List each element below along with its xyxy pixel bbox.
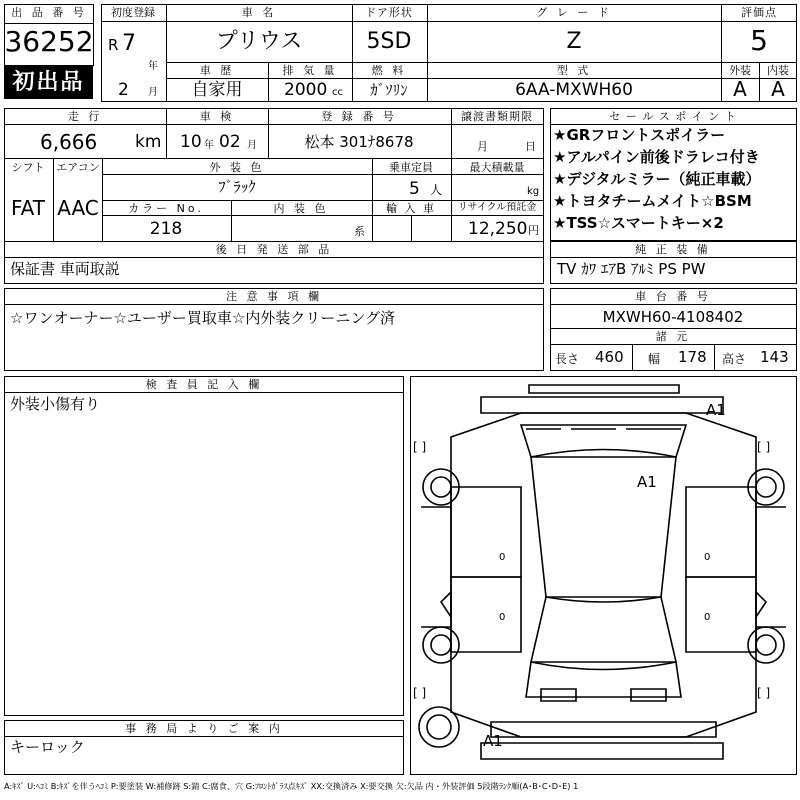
bracket-left-top: [ ] — [413, 440, 427, 454]
dims-label: 諸 元 — [655, 330, 691, 343]
capacity: 5 — [409, 179, 420, 199]
zero-mark: 0 — [499, 552, 506, 563]
first-listing-badge: 初出品 — [4, 66, 93, 99]
ac: AAC — [57, 196, 99, 220]
exterior-label: 外装 — [729, 64, 751, 77]
bracket-left-bottom: [ ] — [413, 686, 427, 700]
first-reg-label: 初度登録 — [111, 6, 155, 19]
equipment-value: TV ｶﾜ ｴｱB ｱﾙﾐ PS PW — [557, 260, 706, 278]
recycle: 12,250 — [468, 219, 528, 239]
plate-label: 登 録 番 号 — [321, 110, 397, 123]
first-reg-month: 2 — [118, 80, 129, 100]
first-reg-year: 7 — [122, 31, 136, 56]
inspection-month-unit: 月 — [247, 140, 257, 151]
lot-number: 36252 — [4, 25, 94, 58]
damage-mark-roof: A1 — [637, 473, 657, 491]
legend: A:ｷｽﾞ U:ﾍｺﾐ B:ｷｽﾞを伴うﾍｺﾐ P:要塗装 W:補修跡 S:錆 C:腐食、穴 G:ﾌﾛﾝﾄｶﾞﾗｽ点ｷｽﾞ XX:交換済み X:要交換 欠:欠品 内・外装評価 5段階ﾗﾝｸ順(A･B･C･D･E) 1 — [4, 781, 579, 791]
transfer-label: 譲渡書類期限 — [461, 110, 533, 123]
ac-label: エアコン — [56, 161, 100, 174]
damage-mark-bottom-left: A1 — [483, 732, 503, 750]
inspection-year: 10 — [180, 132, 202, 152]
history: 自家用 — [191, 80, 243, 100]
inspector-box — [4, 376, 404, 716]
import-label: 輸 入 車 — [386, 202, 436, 215]
color-no-label: カラー No. — [128, 202, 204, 215]
color-no: 218 — [149, 219, 183, 239]
inspection-month: 02 — [219, 132, 241, 152]
recycle-unit: 円 — [528, 224, 539, 237]
zero-mark: 0 — [704, 552, 711, 563]
shift: FAT — [10, 196, 46, 220]
chassis-label: 車 台 番 号 — [635, 290, 711, 303]
exterior-grade: A — [733, 77, 747, 101]
score-label: 評価点 — [741, 6, 777, 19]
width-label: 幅 — [648, 352, 661, 366]
inspection-label: 車 検 — [199, 110, 235, 123]
door-type: 5SD — [366, 29, 412, 54]
displacement-label: 排 気 量 — [282, 64, 338, 77]
interior-color-unit: 系 — [354, 225, 365, 238]
mileage-unit: km — [135, 132, 162, 152]
mileage: 6,666 — [40, 130, 98, 154]
sales-points-list — [553, 128, 796, 238]
bracket-right-top: [ ] — [757, 440, 771, 454]
chassis-number: MXWH60-4108402 — [602, 308, 744, 326]
grade-label: グ レ ー ド — [536, 6, 612, 19]
height: 143 — [760, 348, 789, 366]
history-label: 車 歴 — [199, 64, 235, 77]
vehicle-diagram — [410, 376, 797, 775]
transfer-day-unit: 日 — [525, 140, 536, 153]
load-unit: kg — [527, 186, 540, 197]
car-outline-icon — [411, 377, 796, 774]
mileage-label: 走 行 — [67, 110, 103, 123]
displacement: 2000 — [284, 80, 328, 100]
grade: Z — [566, 29, 582, 54]
sales-point: ★TSS☆スマートキー×2 — [553, 214, 724, 232]
damage-mark-top-right: A1 — [706, 401, 726, 419]
zero-mark: 0 — [704, 612, 711, 623]
later-parts: 保証書 車両取説 — [10, 260, 120, 278]
zero-mark: 0 — [499, 612, 506, 623]
sales-point: ★GRフロントスポイラー — [553, 126, 726, 144]
office-label: 事 務 局 よ り ご 案 内 — [125, 722, 283, 735]
year-unit: 年 — [148, 61, 158, 72]
office-notes: キーロック — [10, 738, 85, 756]
notes-value: ☆ワンオーナー☆ユーザー買取車☆内外装クリーニング済 — [10, 309, 396, 327]
transfer-month-unit: 月 — [477, 140, 488, 153]
sales-point: ★トヨタチームメイト☆BSM — [553, 192, 752, 210]
sales-points-label: セ ー ル ス ポ イ ン ト — [609, 110, 737, 123]
model-label: 型 式 — [556, 64, 592, 77]
recycle-label: リサイクル預託金 — [457, 202, 537, 213]
era-prefix: R — [108, 36, 119, 54]
capacity-unit: 人 — [430, 183, 443, 197]
color-label: 外 装 色 — [209, 161, 265, 174]
interior-color-label: 内 装 色 — [273, 202, 329, 215]
width: 178 — [678, 348, 707, 366]
interior-grade: A — [771, 77, 785, 101]
lot-number-label: 出 品 番 号 — [11, 6, 87, 19]
height-label: 高さ — [722, 352, 747, 366]
inspector-notes: 外装小傷有り — [10, 395, 101, 413]
bracket-right-bottom: [ ] — [757, 686, 771, 700]
notes-label: 注 意 事 項 欄 — [226, 290, 322, 303]
color: ﾌﾞﾗｯｸ — [218, 178, 256, 196]
door-label: ドア形状 — [365, 6, 413, 19]
month-unit: 月 — [148, 87, 158, 98]
car-name-label: 車 名 — [241, 6, 277, 19]
shift-label: シフト — [11, 161, 45, 174]
fuel-label: 燃 料 — [371, 64, 407, 77]
score: 5 — [750, 24, 768, 57]
load-label: 最大積載量 — [469, 161, 525, 174]
inspector-label: 検 査 員 記 入 欄 — [145, 378, 263, 391]
sales-point: ★デジタルミラー（純正車載） — [553, 170, 761, 188]
length: 460 — [595, 348, 624, 366]
length-label: 長さ — [555, 352, 580, 366]
interior-label: 内装 — [767, 64, 789, 77]
equipment-label: 純 正 装 備 — [635, 243, 711, 256]
inspection-year-unit: 年 — [204, 140, 214, 151]
sales-point: ★アルパイン前後ドラレコ付き — [553, 148, 760, 166]
car-name: プリウス — [215, 29, 303, 54]
model: 6AA-MXWH60 — [515, 80, 633, 100]
plate-number: 松本 301ﾅ8678 — [304, 133, 414, 151]
displacement-unit: cc — [332, 87, 343, 98]
capacity-label: 乗車定員 — [389, 161, 433, 174]
fuel: ｶﾞｿﾘﾝ — [370, 81, 408, 99]
later-parts-label: 後 日 発 送 部 品 — [215, 243, 333, 256]
